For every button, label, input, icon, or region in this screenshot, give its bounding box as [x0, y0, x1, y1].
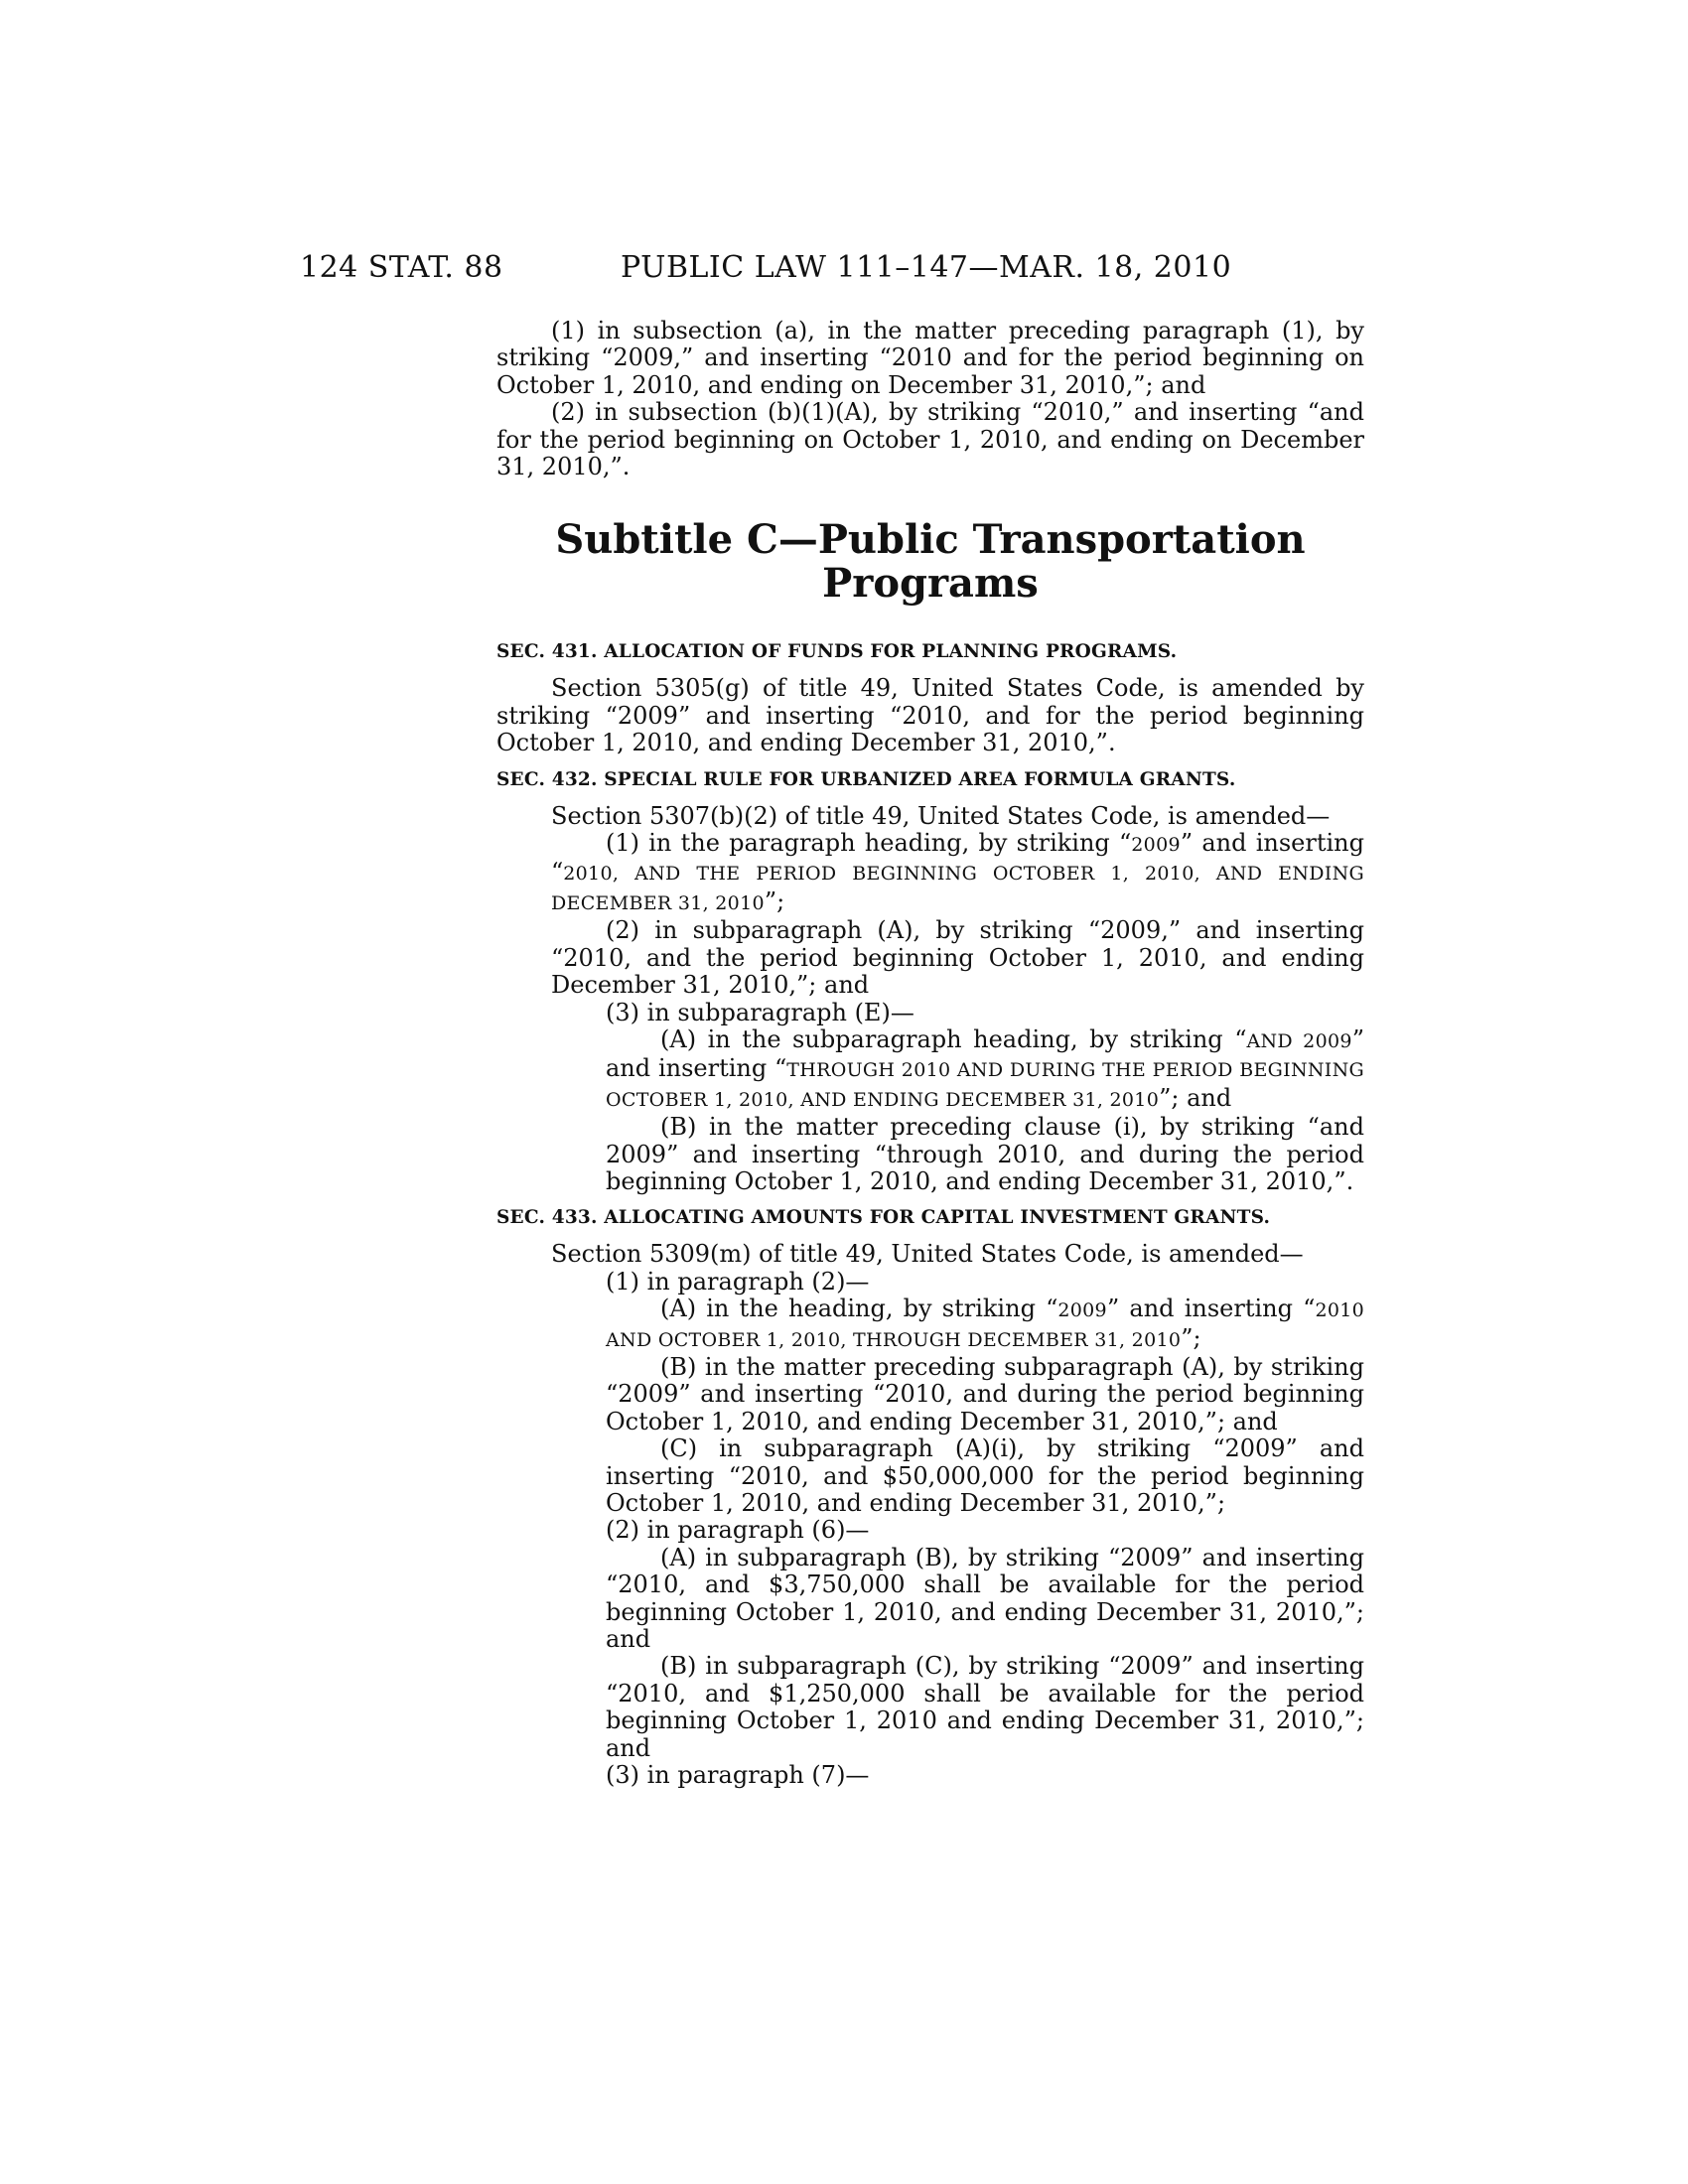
statute-page-number: 124 STAT. 88 — [300, 250, 503, 285]
subtitle-heading — [496, 518, 1364, 606]
amendment-paragraph-2: (2) in subsection (b)(1)(A), by striking “2010,” and inserting “and for the period beginning on October 1, 2010, and ending on December 31, 2010,”. — [496, 398, 1364, 481]
section-433-intro: Section 5309(m) of title 49, United States Code, is amended— — [551, 1240, 1304, 1269]
section-433-para-1-subpara-B: (B) in the matter preceding subparagraph (A), by striking “2009” and inserting “2010, and during the period beginning October 1, 2010, and ending December 31, 2010,”; and — [606, 1352, 1364, 1435]
subtitle-line-1: Subtitle C—Public Transportation — [555, 516, 1306, 564]
small-caps-run: 2009 — [1131, 834, 1181, 857]
text-run: (1) in the paragraph heading, by striking “ — [606, 829, 1132, 858]
section-431-heading: SEC. 431. ALLOCATION OF FUNDS FOR PLANNING PROGRAMS. — [496, 641, 1178, 663]
section-433-para-3: (3) in paragraph (7)— — [606, 1761, 870, 1790]
small-caps-run: THROUGH 2010 AND DURING THE PERIOD BEGINNING OCTOBER 1, 2010, AND ENDING DECEMBER 31, 2010 — [606, 1059, 1364, 1111]
text-run: ” and inserting “ — [1106, 1295, 1316, 1323]
amendment-paragraph-1: (1) in subsection (a), in the matter preceding paragraph (1), by striking “2009,” and inserting “2010 and for the period beginning on October 1, 2010, and ending on December 31, 2010,”; and — [496, 317, 1364, 399]
section-432-subpara-B: (B) in the matter preceding clause (i), by striking “and 2009” and inserting “through 2010, and during the period beginning October 1, 2010, and ending December 31, 2010,”. — [606, 1113, 1364, 1195]
section-433-para-1: (1) in paragraph (2)— — [606, 1267, 870, 1296]
text-run: ”; — [1181, 1323, 1201, 1352]
section-433-para-1-subpara-C: (C) in subparagraph (A)(i), by striking “2009” and inserting “2010, and $50,000,000 for the period beginning October 1, 2010, and ending December 31, 2010,”; — [606, 1434, 1364, 1517]
text-run: ” and inserting “ — [551, 829, 1364, 887]
section-433-para-2-subpara-A: (A) in subparagraph (B), by striking “2009” and inserting “2010, and $3,750,000 shall be available for the period beginning October 1, 2010, and ending December 31, 2010,”; and — [606, 1543, 1364, 1654]
text-run: ” and inserting “ — [606, 1024, 1365, 1083]
section-431-text: Section 5305(g) of title 49, United States Code, is amended by striking “2009” and inserting “2010, and for the period beginning October 1, 2010, and ending December 31, 2010,”. — [496, 674, 1364, 757]
small-caps-run: 2010 AND OCTOBER 1, 2010, THROUGH DECEMBER 31, 2010 — [606, 1299, 1364, 1351]
small-caps-run: AND 2009 — [1246, 1029, 1352, 1052]
section-433-heading: SEC. 433. ALLOCATING AMOUNTS FOR CAPITAL INVESTMENT GRANTS. — [496, 1207, 1271, 1229]
section-432-para-1 — [496, 830, 1364, 917]
section-432-heading: SEC. 432. SPECIAL RULE FOR URBANIZED AREA FORMULA GRANTS. — [496, 768, 1236, 790]
section-433-para-2: (2) in paragraph (6)— — [606, 1516, 870, 1545]
document-body — [496, 318, 1364, 1789]
section-432-intro: Section 5307(b)(2) of title 49, United States Code, is amended— — [551, 801, 1331, 830]
text-run: (A) in the heading, by striking “ — [660, 1295, 1058, 1323]
section-433-para-2-subpara-B: (B) in subparagraph (C), by striking “2009” and inserting “2010, and $1,250,000 shall be available for the period beginning October 1, 2010 and ending December 31, 2010,”; and — [606, 1652, 1364, 1762]
text-run: ”; and — [1159, 1083, 1232, 1112]
text-run: ”; — [764, 887, 785, 915]
text-run: (A) in the subparagraph heading, by striking “ — [660, 1024, 1247, 1053]
page-header — [300, 248, 1362, 288]
section-433-para-1-subpara-A — [496, 1296, 1364, 1354]
running-title: PUBLIC LAW 111–147—MAR. 18, 2010 — [621, 250, 1232, 285]
section-432-para-2: (2) in subparagraph (A), by striking “2009,” and inserting “2010, and the period beginning October 1, 2010, and ending December 31, 2010,”; and — [551, 916, 1364, 1000]
section-432-para-3: (3) in subparagraph (E)— — [606, 998, 914, 1026]
small-caps-run: 2009 — [1057, 1299, 1107, 1322]
subtitle-line-2: Programs — [822, 560, 1039, 608]
small-caps-run: 2010, AND THE PERIOD BEGINNING OCTOBER 1, 2010, AND ENDING DECEMBER 31, 2010 — [551, 863, 1364, 914]
section-432-subpara-A — [496, 1026, 1364, 1114]
